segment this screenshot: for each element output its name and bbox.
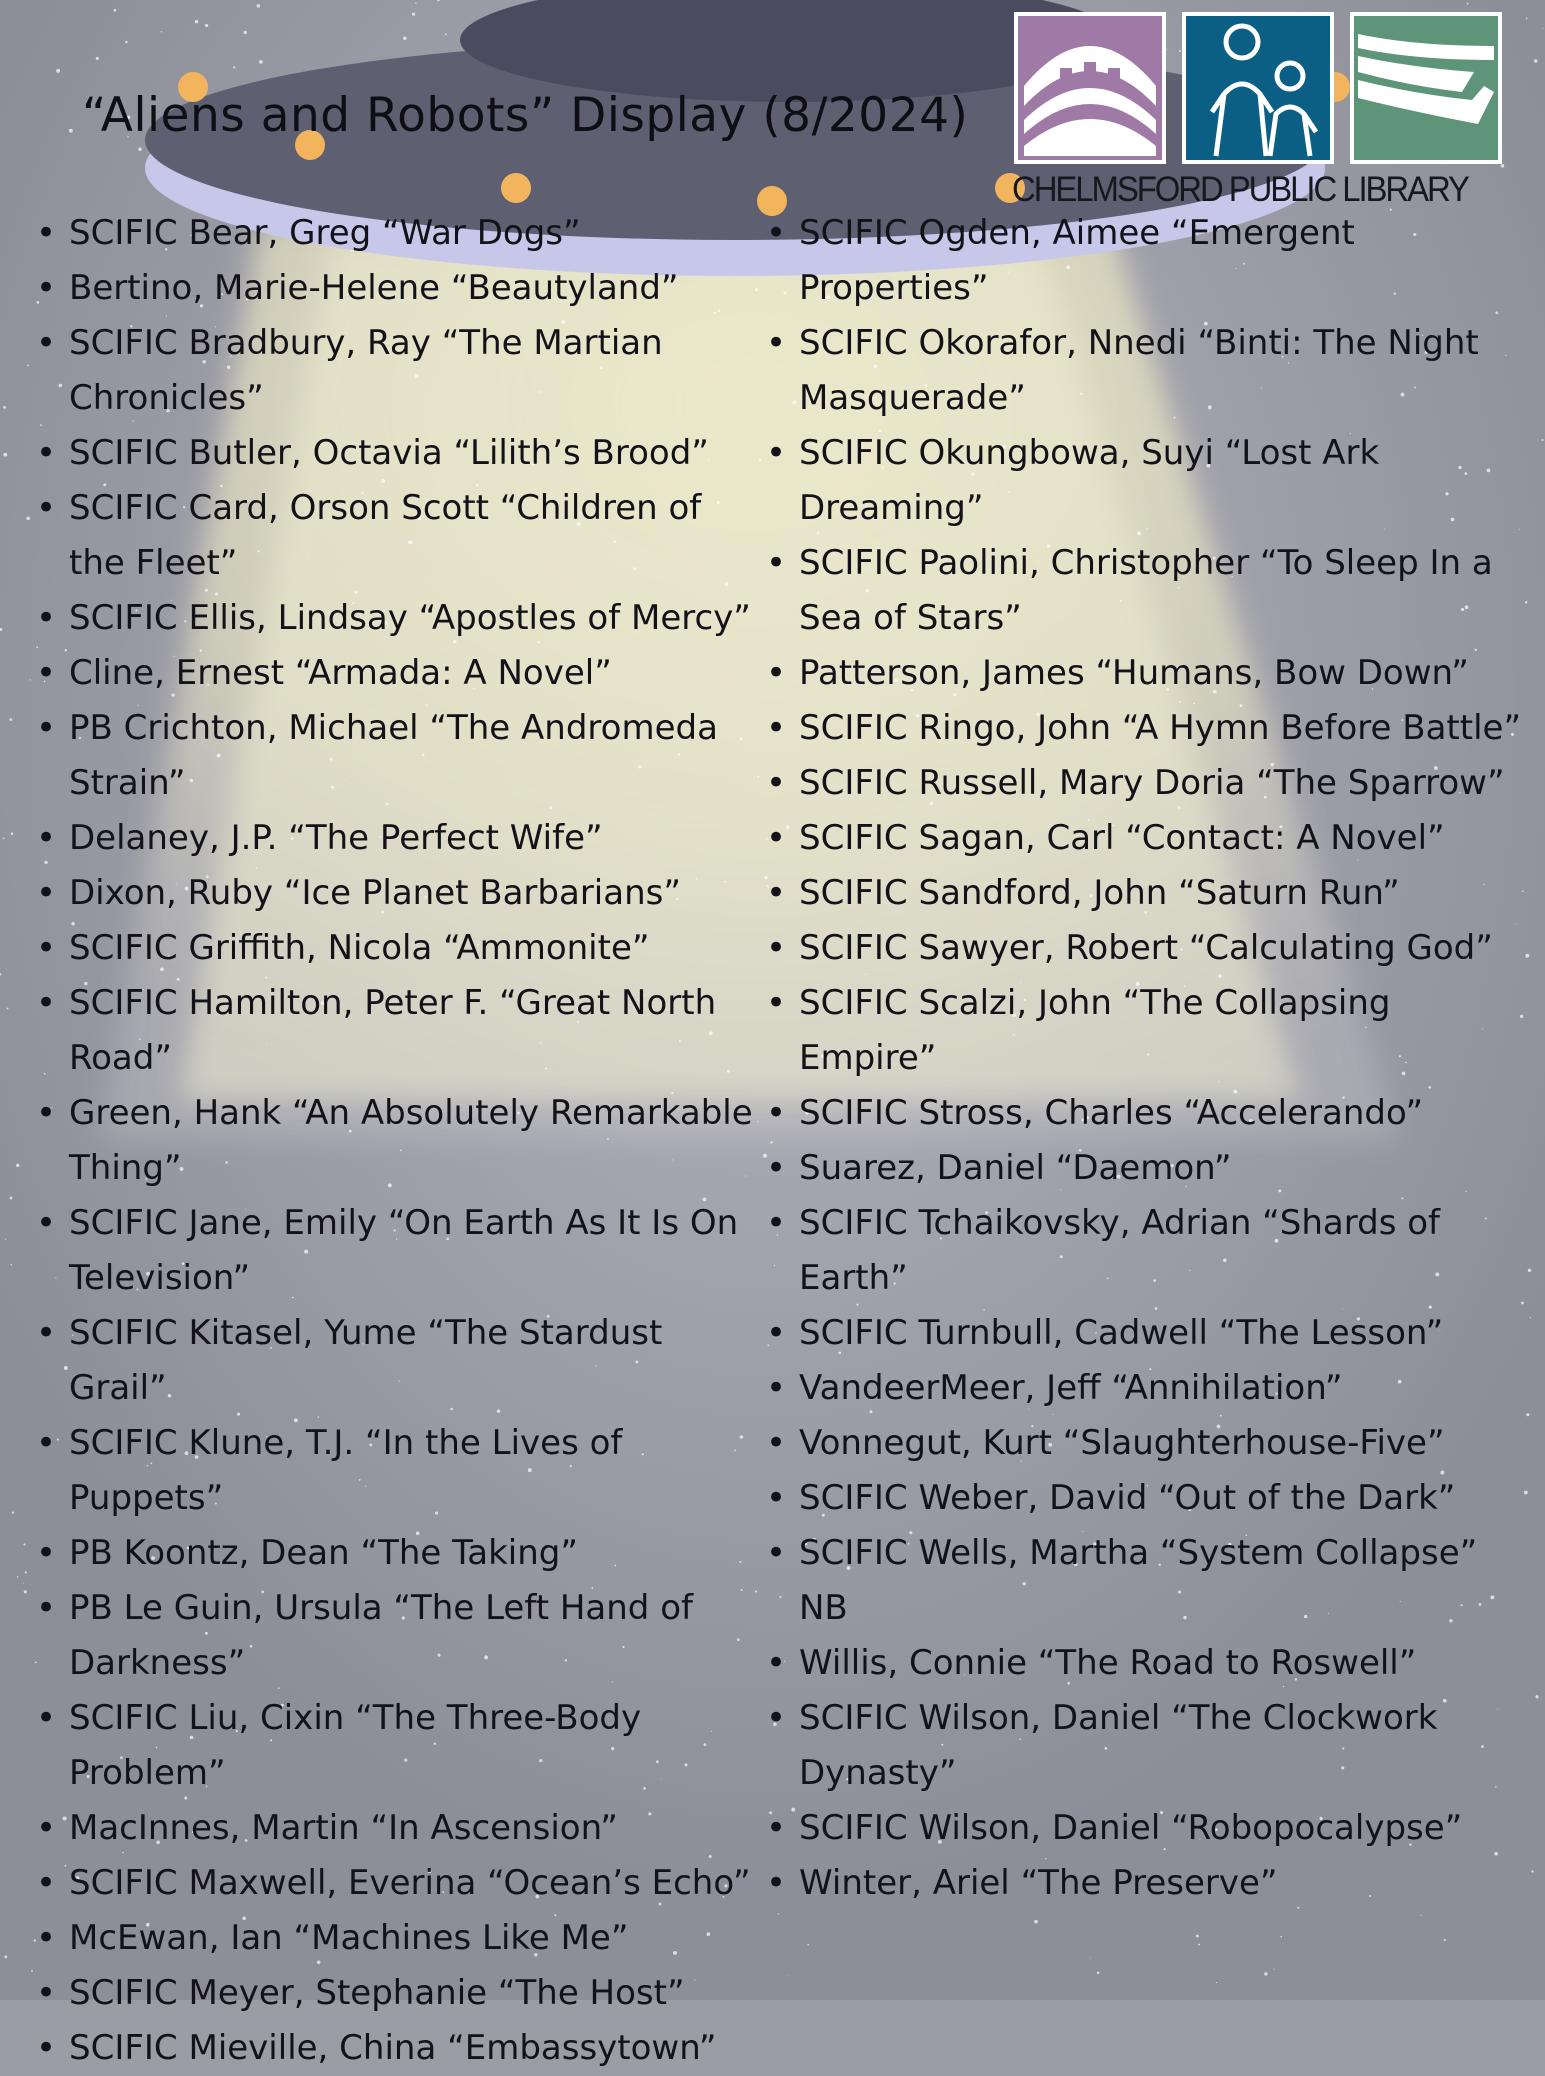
book-entry: SCIFIC Klune, T.J. “In the Lives of Puppets” [69,1423,623,1518]
list-item [766,756,1526,811]
list-item [766,1141,1526,1196]
bullet-icon: • [36,983,57,1023]
book-entry: SCIFIC Ogden, Aimee “Emergent Properties” [799,213,1355,308]
list-item [766,1086,1526,1141]
book-entry: Dixon, Ruby “Ice Planet Barbarians” [69,873,681,913]
list-item [766,1526,1526,1636]
bullet-icon: • [36,1533,57,1573]
bullet-icon: • [36,928,57,968]
list-item [766,1856,1526,1911]
bullet-icon: • [766,873,787,913]
book-entry: SCIFIC Paolini, Christopher “To Sleep In a Sea of Stars” [799,543,1493,638]
bullet-icon: • [36,268,57,308]
book-entry: SCIFIC Scalzi, John “The Collapsing Empire” [799,983,1391,1078]
bullet-icon: • [766,1698,787,1738]
book-entry: PB Koontz, Dean “The Taking” [69,1533,578,1573]
book-entry: VandeerMeer, Jeff “Annihilation” [799,1368,1343,1408]
book-entry: SCIFIC Card, Orson Scott “Children of the Fleet” [69,488,702,583]
book-entry: SCIFIC Sawyer, Robert “Calculating God” [799,928,1493,968]
list-item [36,701,766,811]
list-item [766,206,1526,316]
book-entry: SCIFIC Okungbowa, Suyi “Lost Ark Dreaming” [799,433,1380,528]
list-item [766,1196,1526,1306]
book-entry: SCIFIC Wells, Martha “System Collapse” NB [799,1533,1478,1628]
bullet-icon: • [766,1863,787,1903]
list-item [36,1801,766,1856]
list-item [766,921,1526,976]
book-entry: Green, Hank “An Absolutely Remarkable Thing” [69,1093,753,1188]
list-item [766,426,1526,536]
book-entry: SCIFIC Sandford, John “Saturn Run” [799,873,1400,913]
bullet-icon: • [766,983,787,1023]
bullet-icon: • [36,653,57,693]
list-item [36,1966,766,2021]
book-entry: Bertino, Marie-Helene “Beautyland” [69,268,679,308]
bullet-icon: • [36,323,57,363]
book-entry: SCIFIC Hamilton, Peter F. “Great North Road” [69,983,717,1078]
book-entry: Suarez, Daniel “Daemon” [799,1148,1232,1188]
bullet-icon: • [36,1863,57,1903]
list-item [36,206,766,261]
book-entry: Delaney, J.P. “The Perfect Wife” [69,818,603,858]
book-entry: SCIFIC Wilson, Daniel “Robopocalypse” [799,1808,1463,1848]
parent-child-icon [1182,12,1334,164]
list-item [36,1856,766,1911]
bullet-icon: • [36,1203,57,1243]
bullet-icon: • [766,543,787,583]
bullet-icon: • [766,763,787,803]
list-item [766,866,1526,921]
list-item [766,1801,1526,1856]
bullet-icon: • [766,1643,787,1683]
list-item [766,536,1526,646]
book-entry: SCIFIC Mieville, China “Embassytown” [69,2028,717,2068]
list-item [36,1086,766,1196]
bullet-icon: • [766,1368,787,1408]
list-item [36,976,766,1086]
book-entry: Willis, Connie “The Road to Roswell” [799,1643,1417,1683]
book-entry: SCIFIC Liu, Cixin “The Three-Body Problem” [69,1698,642,1793]
bullet-icon: • [36,818,57,858]
bullet-icon: • [766,708,787,748]
list-item [36,1691,766,1801]
bullet-icon: • [36,1093,57,1133]
list-item [36,1581,766,1691]
bullet-icon: • [36,433,57,473]
bullet-icon: • [36,1808,57,1848]
list-item [36,2021,766,2076]
list-item [36,811,766,866]
book-entry: MacInnes, Martin “In Ascension” [69,1808,618,1848]
list-item [766,701,1526,756]
book-entry: SCIFIC Sagan, Carl “Contact: A Novel” [799,818,1445,858]
book-entry: SCIFIC Griffith, Nicola “Ammonite” [69,928,650,968]
list-item [36,1196,766,1306]
bullet-icon: • [766,818,787,858]
bullet-icon: • [766,1093,787,1133]
book-list-right [766,206,1526,1911]
bullet-icon: • [36,488,57,528]
book-entry: SCIFIC Wilson, Daniel “The Clockwork Dynasty” [799,1698,1438,1793]
list-item [766,1471,1526,1526]
list-item [766,811,1526,866]
list-item [36,866,766,921]
book-entry: SCIFIC Okorafor, Nnedi “Binti: The Night Masquerade” [799,323,1479,418]
book-entry: PB Le Guin, Ursula “The Left Hand of Darkness” [69,1588,693,1683]
bullet-icon: • [766,1808,787,1848]
list-item [766,1306,1526,1361]
book-entry: SCIFIC Kitasel, Yume “The Stardust Grail” [69,1313,663,1408]
book-entry: SCIFIC Ringo, John “A Hymn Before Battle” [799,708,1522,748]
building-dome-icon [1014,12,1166,164]
bullet-icon: • [36,1698,57,1738]
open-book-icon [1350,12,1502,164]
book-entry: SCIFIC Tchaikovsky, Adrian “Shards of Earth” [799,1203,1441,1298]
book-entry: McEwan, Ian “Machines Like Me” [69,1918,629,1958]
book-entry: SCIFIC Meyer, Stephanie “The Host” [69,1973,685,2013]
list-item [36,591,766,646]
bullet-icon: • [36,1588,57,1628]
bullet-icon: • [766,1203,787,1243]
list-item [36,1526,766,1581]
library-name: CHELMSFORD PUBLIC LIBRARY [1012,170,1468,209]
list-item [766,1636,1526,1691]
list-item [766,1361,1526,1416]
book-list-left [36,206,766,2076]
book-entry: SCIFIC Bradbury, Ray “The Martian Chronicles” [69,323,663,418]
book-entry: SCIFIC Maxwell, Everina “Ocean’s Echo” [69,1863,751,1903]
bullet-icon: • [36,1423,57,1463]
bullet-icon: • [36,1313,57,1353]
bullet-icon: • [766,1313,787,1353]
list-item [766,1416,1526,1471]
bullet-icon: • [36,2028,57,2068]
book-entry: Cline, Ernest “Armada: A Novel” [69,653,612,693]
bullet-icon: • [766,1423,787,1463]
book-entry: PB Crichton, Michael “The Andromeda Strain” [69,708,718,803]
list-item [36,316,766,426]
book-entry: SCIFIC Bear, Greg “War Dogs” [69,213,581,253]
bullet-icon: • [766,653,787,693]
book-entry: Winter, Ariel “The Preserve” [799,1863,1278,1903]
list-item [36,481,766,591]
bullet-icon: • [36,1973,57,2013]
list-item [36,1416,766,1526]
bullet-icon: • [36,213,57,253]
list-item [766,316,1526,426]
bullet-icon: • [766,323,787,363]
bullet-icon: • [766,213,787,253]
bullet-icon: • [766,1148,787,1188]
bullet-icon: • [36,598,57,638]
list-item [36,1911,766,1966]
book-entry: SCIFIC Butler, Octavia “Lilith’s Brood” [69,433,709,473]
bullet-icon: • [766,433,787,473]
book-entry: SCIFIC Jane, Emily “On Earth As It Is On Television” [69,1203,739,1298]
list-item [36,1306,766,1416]
list-item [36,426,766,481]
bullet-icon: • [766,1533,787,1573]
list-item [36,921,766,976]
book-entry: SCIFIC Turnbull, Cadwell “The Lesson” [799,1313,1444,1353]
bullet-icon: • [36,873,57,913]
bullet-icon: • [766,1478,787,1518]
list-item [766,976,1526,1086]
list-item [36,646,766,701]
list-item [766,646,1526,701]
book-entry: SCIFIC Weber, David “Out of the Dark” [799,1478,1456,1518]
list-item [766,1691,1526,1801]
bullet-icon: • [36,708,57,748]
book-entry: SCIFIC Ellis, Lindsay “Apostles of Mercy” [69,598,751,638]
book-entry: SCIFIC Russell, Mary Doria “The Sparrow” [799,763,1505,803]
bullet-icon: • [766,928,787,968]
book-entry: Vonnegut, Kurt “Slaughterhouse-Five” [799,1423,1445,1463]
list-item [36,261,766,316]
page-title: “Aliens and Robots” Display (8/2024) [82,88,969,143]
bullet-icon: • [36,1918,57,1958]
book-entry: SCIFIC Stross, Charles “Accelerando” [799,1093,1424,1133]
book-entry: Patterson, James “Humans, Bow Down” [799,653,1469,693]
